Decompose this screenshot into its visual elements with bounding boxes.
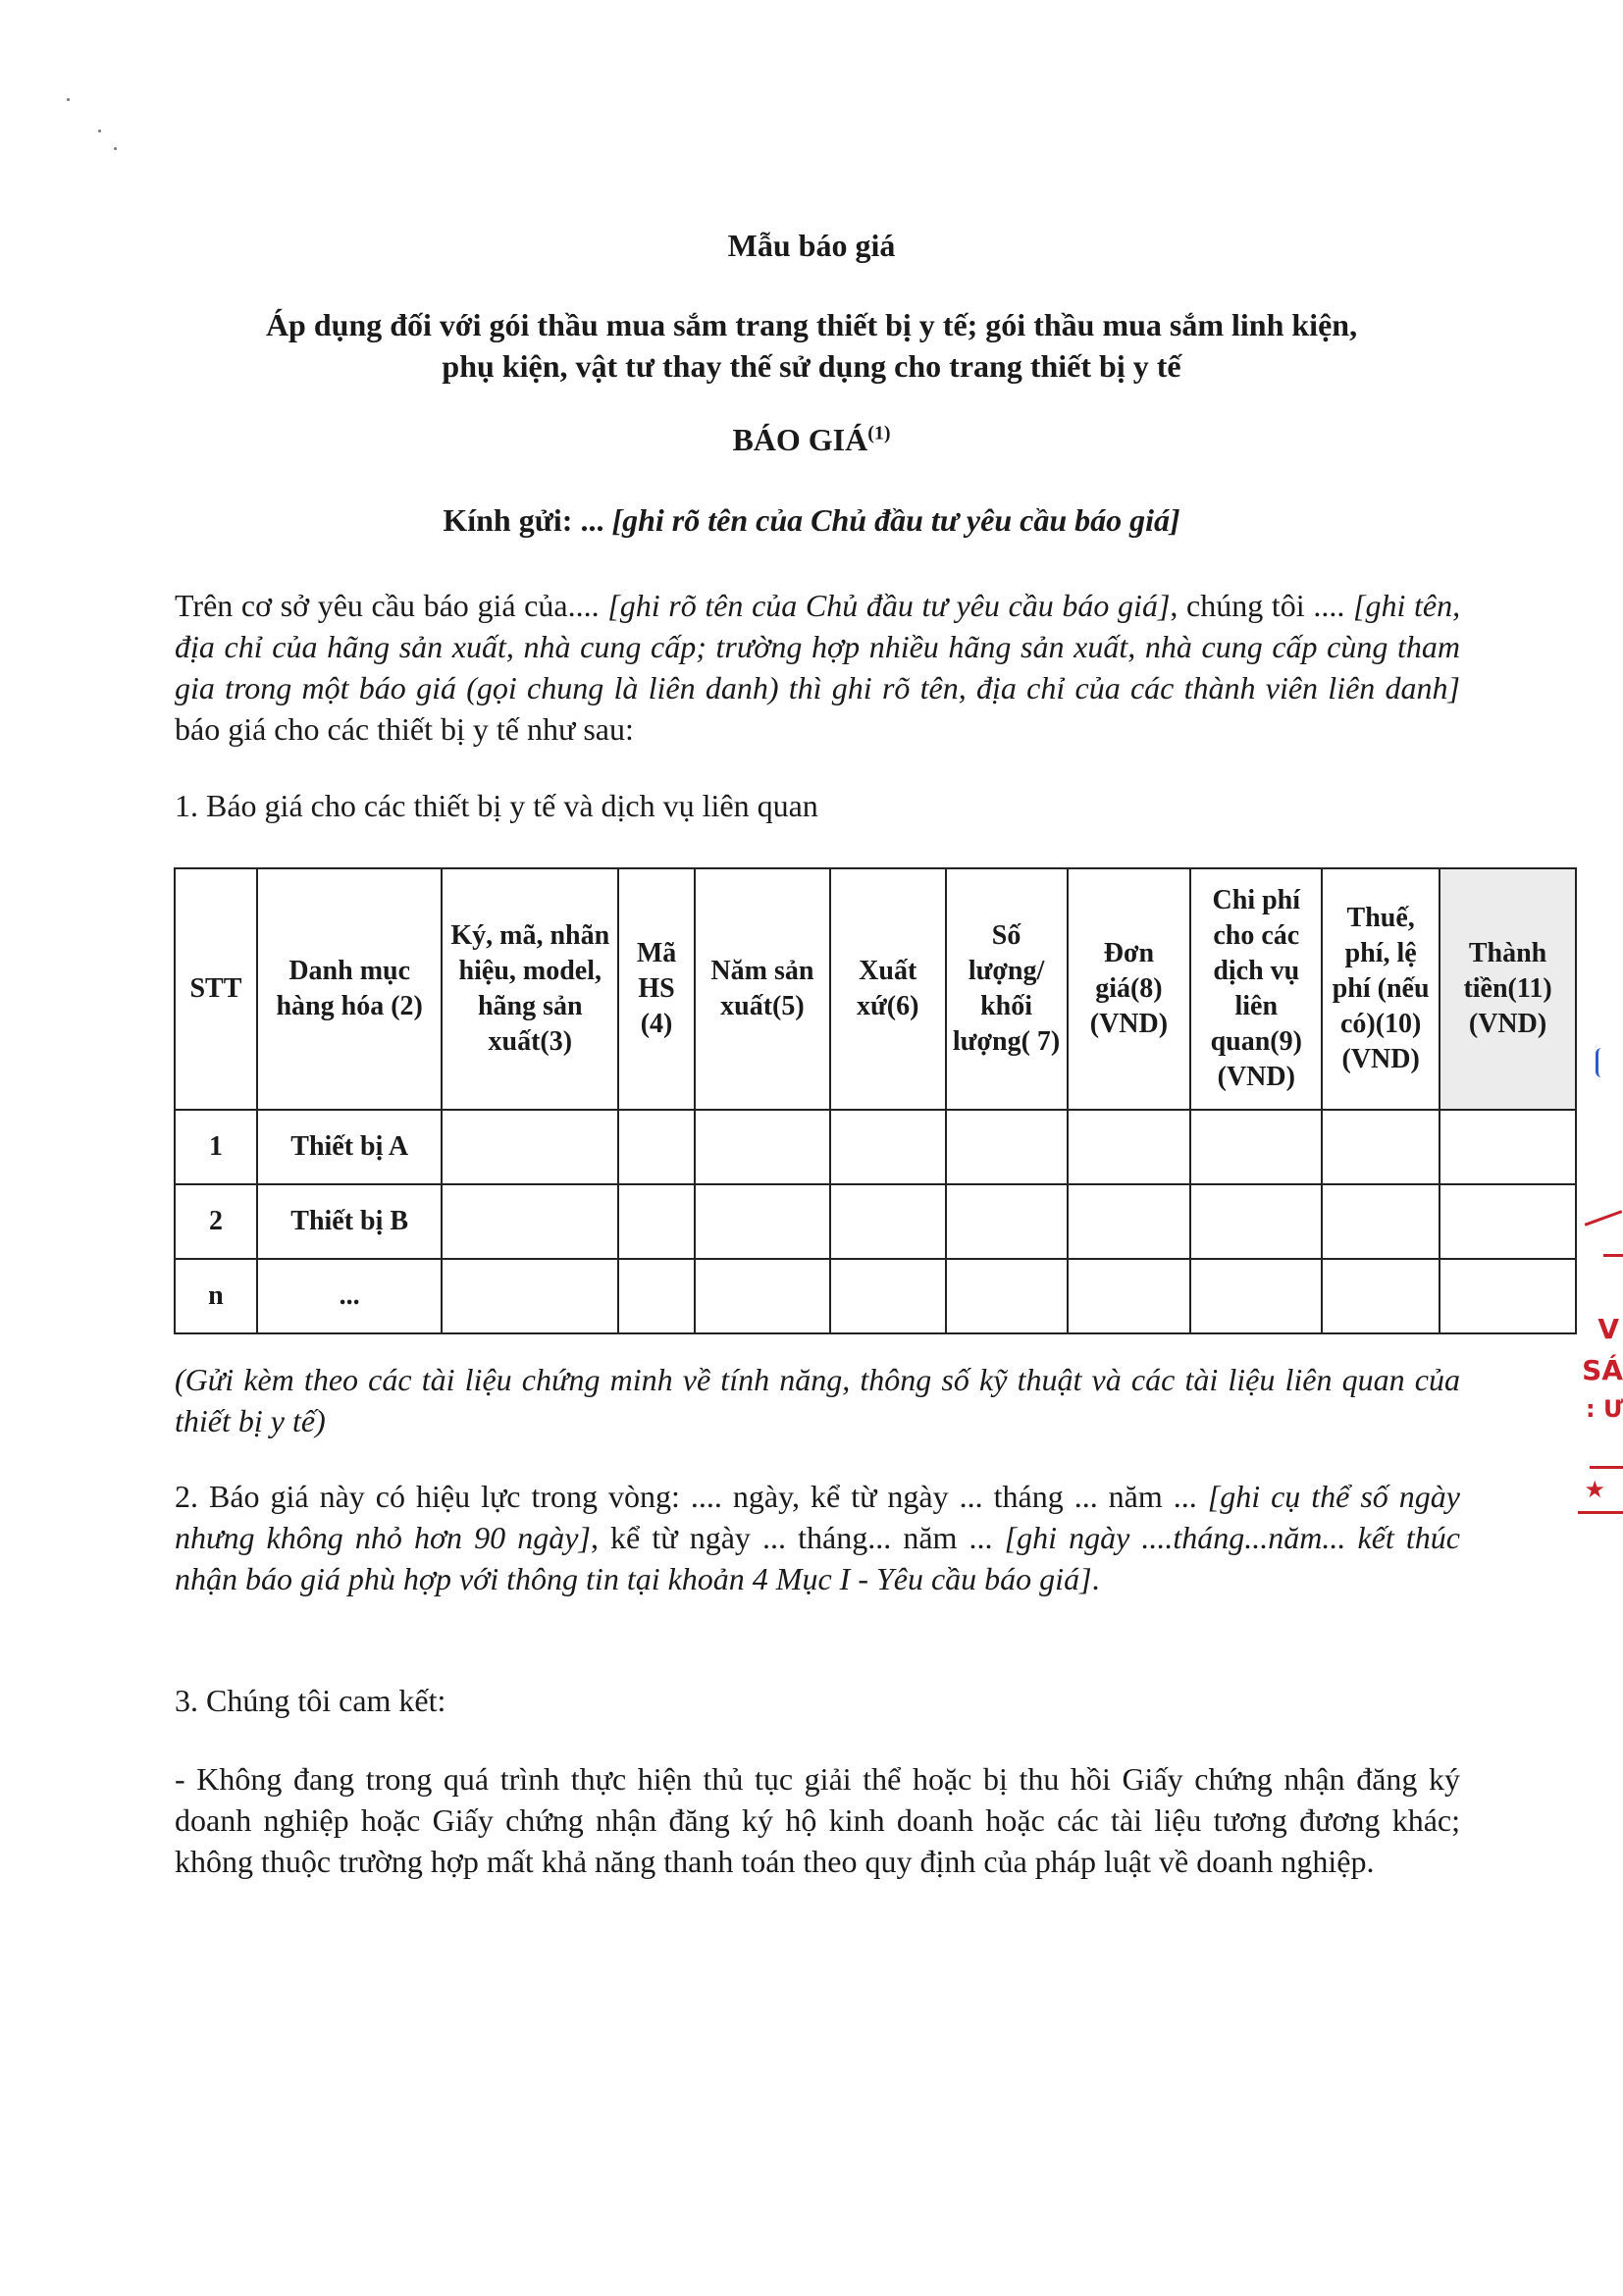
empty-cell xyxy=(1440,1259,1576,1333)
empty-cell xyxy=(1322,1259,1440,1333)
intro-placeholder: [ghi rõ tên của Chủ đầu tư yêu cầu báo giá] xyxy=(607,588,1171,623)
stt-cell: n xyxy=(175,1259,257,1333)
header-cell: Đơn giá(8) (VND) xyxy=(1068,868,1191,1110)
section-3-heading: 3. Chúng tôi cam kết: xyxy=(175,1683,446,1718)
header-cell: Danh mục hàng hóa (2) xyxy=(257,868,443,1110)
table-header-row xyxy=(175,868,1576,1110)
empty-cell xyxy=(946,1259,1068,1333)
empty-cell xyxy=(1068,1184,1191,1259)
scan-speck xyxy=(98,130,101,132)
validity-text: 2. Báo giá này có hiệu lực trong vòng: .... ngày, kể từ ngày ... tháng ... năm ... xyxy=(175,1479,1208,1514)
empty-cell xyxy=(442,1259,618,1333)
empty-cell xyxy=(1322,1184,1440,1259)
commitment-item: - Không đang trong quá trình thực hiện thủ tục giải thể hoặc bị thu hồi Giấy chứng nhận đăng ký doanh nghiệp hoặc Giấy chứng nhận đăng ký hộ kinh doanh hoặc các tài liệu tương đương khác; không thuộc trường hợp mất khả năng thanh toán theo quy định của pháp luật về doanh nghiệp. xyxy=(175,1761,1460,1879)
stamp-star-icon: ★ xyxy=(1584,1476,1605,1503)
intro-paragraph xyxy=(175,585,1460,750)
empty-cell xyxy=(1322,1110,1440,1184)
empty-cell xyxy=(1190,1184,1322,1259)
empty-cell xyxy=(830,1110,946,1184)
empty-cell xyxy=(1190,1259,1322,1333)
scope-line-1: Áp dụng đối với gói thầu mua sắm trang thiết bị y tế; gói thầu mua sắm linh kiện, xyxy=(265,307,1358,342)
attachment-note: (Gửi kèm theo các tài liệu chứng minh về tính năng, thông số kỹ thuật và các tài liệu liên quan của thiết bị y tế) xyxy=(175,1362,1460,1438)
validity-text: , kể từ ngày ... tháng... năm ... xyxy=(590,1520,1005,1555)
section-2-validity xyxy=(175,1476,1460,1599)
empty-cell xyxy=(1440,1110,1576,1184)
document-title xyxy=(0,422,1623,458)
stamp-mark xyxy=(1585,1210,1623,1226)
intro-text: , chúng tôi .... xyxy=(1170,588,1345,623)
stamp-mark xyxy=(1590,1466,1623,1469)
empty-cell xyxy=(442,1110,618,1184)
scan-speck xyxy=(114,147,117,150)
empty-cell xyxy=(695,1259,830,1333)
header-cell: Ký, mã, nhãn hiệu, model, hãng sản xuất(3) xyxy=(442,868,618,1110)
table-row xyxy=(175,1184,1576,1259)
section-1-heading: 1. Báo giá cho các thiết bị y tế và dịch vụ liên quan xyxy=(175,788,818,823)
validity-text: . xyxy=(1091,1561,1100,1596)
empty-cell xyxy=(695,1110,830,1184)
header-cell: Mã HS (4) xyxy=(618,868,695,1110)
empty-cell xyxy=(1440,1184,1576,1259)
stt-cell: 2 xyxy=(175,1184,257,1259)
form-title: Mẫu báo giá xyxy=(727,228,896,263)
empty-cell xyxy=(946,1110,1068,1184)
header-cell: Thành tiền(11) (VND) xyxy=(1440,868,1576,1110)
addressee-placeholder: [ghi rõ tên của Chủ đầu tư yêu cầu báo giá] xyxy=(611,502,1180,538)
document-title-text: BÁO GIÁ xyxy=(732,422,868,457)
header-cell: Chi phí cho các dịch vụ liên quan(9) (VND) xyxy=(1190,868,1322,1110)
item-cell: Thiết bị A xyxy=(257,1110,443,1184)
stamp-mark xyxy=(1578,1511,1623,1514)
scope-heading xyxy=(0,304,1623,387)
empty-cell xyxy=(1068,1110,1191,1184)
item-cell: ... xyxy=(257,1259,443,1333)
header-cell: Xuất xứ(6) xyxy=(830,868,946,1110)
stamp-text: SÁ xyxy=(1582,1354,1623,1386)
stt-cell: 1 xyxy=(175,1110,257,1184)
intro-text: báo giá cho các thiết bị y tế như sau: xyxy=(175,711,634,747)
intro-text: Trên cơ sở yêu cầu báo giá của.... xyxy=(175,588,600,623)
empty-cell xyxy=(946,1184,1068,1259)
empty-cell xyxy=(618,1110,695,1184)
header-cell: Số lượng/ khối lượng( 7) xyxy=(946,868,1068,1110)
header-cell: STT xyxy=(175,868,257,1110)
pen-mark xyxy=(1596,1048,1608,1077)
footnote-ref: (1) xyxy=(867,422,891,444)
empty-cell xyxy=(830,1259,946,1333)
header-cell: Năm sản xuất(5) xyxy=(695,868,830,1110)
empty-cell xyxy=(695,1184,830,1259)
stamp-mark xyxy=(1603,1254,1623,1257)
scope-line-2: phụ kiện, vật tư thay thế sử dụng cho trang thiết bị y tế xyxy=(442,348,1181,384)
empty-cell xyxy=(618,1184,695,1259)
table-row xyxy=(175,1110,1576,1184)
validity-placeholder: [ghi ngày ....tháng...năm... kết thúc nhận báo giá phù hợp với thông tin tại khoản 4 Mục I - Yêu cầu báo giá] xyxy=(175,1520,1461,1596)
empty-cell xyxy=(442,1184,618,1259)
stamp-text: V xyxy=(1597,1313,1619,1345)
scan-speck xyxy=(67,98,70,101)
quote-table xyxy=(174,867,1577,1334)
stamp-text: : Ư xyxy=(1585,1395,1623,1423)
empty-cell xyxy=(1068,1259,1191,1333)
header-cell: Thuế, phí, lệ phí (nếu có)(10) (VND) xyxy=(1322,868,1440,1110)
addressee-prefix: Kính gửi: ... xyxy=(443,502,604,538)
intro-placeholder: [ghi tên, địa chỉ của hãng sản xuất, nhà cung cấp; trường hợp nhiều hãng sản xuất, nhà cung cấp cùng tham gia trong một báo giá (gọi chung là liên danh) thì ghi rõ tên, địa chỉ của các thành viên liên danh] xyxy=(175,588,1461,705)
empty-cell xyxy=(1190,1110,1322,1184)
empty-cell xyxy=(618,1259,695,1333)
empty-cell xyxy=(830,1184,946,1259)
validity-placeholder: [ghi cụ thể số ngày nhưng không nhỏ hơn 90 ngày] xyxy=(175,1479,1461,1555)
table-row xyxy=(175,1259,1576,1333)
item-cell: Thiết bị B xyxy=(257,1184,443,1259)
addressee-line xyxy=(0,502,1623,539)
